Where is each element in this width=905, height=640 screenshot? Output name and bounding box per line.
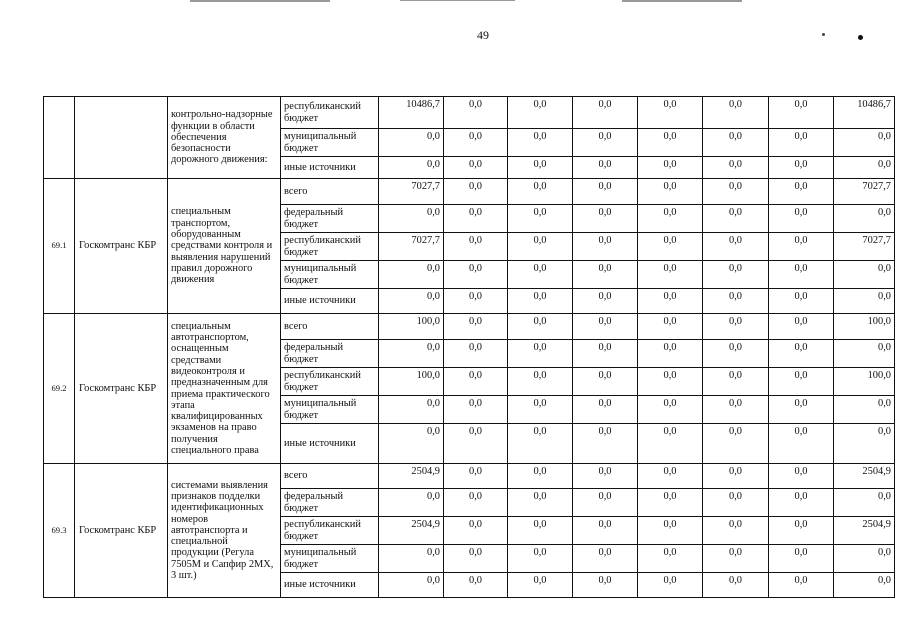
funding-source: муниципальный бюджет	[281, 545, 379, 573]
amount-cell: 100,0	[834, 314, 895, 340]
amount-cell: 0,0	[508, 289, 573, 314]
amount-cell: 0,0	[834, 573, 895, 598]
amount-cell: 0,0	[573, 489, 638, 517]
amount-cell: 0,0	[638, 368, 703, 396]
amount-cell: 0,0	[444, 97, 508, 129]
table-row	[44, 179, 895, 205]
amount-cell: 0,0	[638, 261, 703, 289]
amount-cell: 0,0	[769, 157, 834, 179]
amount-cell: 0,0	[379, 545, 444, 573]
amount-cell: 0,0	[703, 314, 769, 340]
amount-cell: 0,0	[573, 340, 638, 368]
amount-cell: 0,0	[573, 289, 638, 314]
scan-artifact	[190, 0, 330, 2]
amount-cell: 7027,7	[834, 179, 895, 205]
amount-cell: 2504,9	[834, 464, 895, 489]
amount-cell: 0,0	[508, 129, 573, 157]
amount-cell: 100,0	[379, 314, 444, 340]
amount-cell: 0,0	[703, 179, 769, 205]
amount-cell: 0,0	[508, 314, 573, 340]
funding-source: республиканский бюджет	[281, 97, 379, 129]
amount-cell: 0,0	[379, 157, 444, 179]
funding-source: муниципальный бюджет	[281, 396, 379, 424]
funding-source: муниципальный бюджет	[281, 261, 379, 289]
item-description: специальным автотранспортом, оснащенным средствами видеоконтроля и предназначенным для приема практического этапа квалифицированных экзаменов на право получения специального права	[168, 314, 281, 464]
amount-cell: 0,0	[769, 340, 834, 368]
amount-cell: 0,0	[508, 157, 573, 179]
item-number: 69.1	[44, 179, 75, 314]
amount-cell: 0,0	[703, 424, 769, 464]
amount-cell: 0,0	[638, 179, 703, 205]
amount-cell: 2504,9	[379, 517, 444, 545]
amount-cell: 0,0	[834, 489, 895, 517]
executor-name: Госкомтранс КБР	[75, 179, 168, 314]
amount-cell: 0,0	[638, 489, 703, 517]
amount-cell: 0,0	[638, 233, 703, 261]
amount-cell: 0,0	[573, 517, 638, 545]
amount-cell: 0,0	[444, 545, 508, 573]
amount-cell: 7027,7	[379, 233, 444, 261]
amount-cell: 0,0	[573, 97, 638, 129]
table-row	[44, 464, 895, 489]
amount-cell: 0,0	[638, 314, 703, 340]
amount-cell: 0,0	[703, 340, 769, 368]
funding-source: иные источники	[281, 573, 379, 598]
amount-cell: 0,0	[834, 289, 895, 314]
amount-cell: 0,0	[769, 205, 834, 233]
table-row	[44, 97, 895, 129]
amount-cell: 0,0	[508, 545, 573, 573]
amount-cell: 0,0	[834, 424, 895, 464]
amount-cell: 0,0	[508, 97, 573, 129]
amount-cell: 0,0	[769, 368, 834, 396]
amount-cell: 0,0	[573, 396, 638, 424]
amount-cell: 0,0	[444, 129, 508, 157]
amount-cell: 0,0	[638, 129, 703, 157]
amount-cell: 0,0	[573, 179, 638, 205]
amount-cell: 100,0	[379, 368, 444, 396]
amount-cell: 7027,7	[834, 233, 895, 261]
amount-cell: 0,0	[379, 424, 444, 464]
amount-cell: 100,0	[834, 368, 895, 396]
funding-source: всего	[281, 179, 379, 205]
amount-cell: 0,0	[444, 396, 508, 424]
amount-cell: 0,0	[444, 517, 508, 545]
amount-cell: 0,0	[834, 396, 895, 424]
amount-cell: 0,0	[379, 261, 444, 289]
amount-cell: 0,0	[638, 289, 703, 314]
amount-cell: 0,0	[379, 573, 444, 598]
amount-cell: 0,0	[638, 157, 703, 179]
amount-cell: 0,0	[444, 314, 508, 340]
amount-cell: 0,0	[508, 517, 573, 545]
executor-name	[75, 97, 168, 179]
amount-cell: 0,0	[573, 545, 638, 573]
amount-cell: 0,0	[379, 205, 444, 233]
amount-cell: 0,0	[834, 205, 895, 233]
amount-cell: 0,0	[834, 340, 895, 368]
amount-cell: 0,0	[573, 233, 638, 261]
scan-artifact	[400, 0, 515, 1]
executor-name: Госкомтранс КБР	[75, 464, 168, 598]
funding-source: республиканский бюджет	[281, 233, 379, 261]
amount-cell: 0,0	[444, 289, 508, 314]
amount-cell: 0,0	[703, 368, 769, 396]
amount-cell: 0,0	[769, 233, 834, 261]
amount-cell: 2504,9	[834, 517, 895, 545]
amount-cell: 0,0	[703, 396, 769, 424]
item-description: контрольно-надзорные функции в области обеспечения безопасности дорожного движения:	[168, 97, 281, 179]
amount-cell: 0,0	[573, 368, 638, 396]
amount-cell: 0,0	[638, 464, 703, 489]
amount-cell: 10486,7	[834, 97, 895, 129]
amount-cell: 0,0	[703, 573, 769, 598]
amount-cell: 0,0	[508, 261, 573, 289]
amount-cell: 0,0	[638, 396, 703, 424]
scan-mark	[858, 35, 863, 40]
amount-cell: 0,0	[379, 340, 444, 368]
amount-cell: 0,0	[508, 464, 573, 489]
amount-cell: 10486,7	[379, 97, 444, 129]
amount-cell: 0,0	[638, 205, 703, 233]
item-number: 69.3	[44, 464, 75, 598]
amount-cell: 0,0	[834, 157, 895, 179]
amount-cell: 0,0	[444, 340, 508, 368]
amount-cell: 0,0	[573, 129, 638, 157]
amount-cell: 0,0	[508, 424, 573, 464]
funding-source: иные источники	[281, 157, 379, 179]
funding-source: всего	[281, 314, 379, 340]
funding-source: муниципальный бюджет	[281, 129, 379, 157]
amount-cell: 0,0	[834, 261, 895, 289]
amount-cell: 0,0	[444, 157, 508, 179]
amount-cell: 0,0	[769, 129, 834, 157]
amount-cell: 0,0	[769, 314, 834, 340]
amount-cell: 0,0	[508, 233, 573, 261]
amount-cell: 0,0	[638, 545, 703, 573]
amount-cell: 0,0	[508, 179, 573, 205]
amount-cell: 0,0	[769, 573, 834, 598]
amount-cell: 0,0	[769, 517, 834, 545]
amount-cell: 0,0	[703, 261, 769, 289]
funding-source: республиканский бюджет	[281, 517, 379, 545]
amount-cell: 0,0	[379, 129, 444, 157]
item-description: специальным транспортом, оборудованным средствами контроля и выявления нарушений правил дорожного движения	[168, 179, 281, 314]
amount-cell: 7027,7	[379, 179, 444, 205]
scan-artifact	[622, 0, 742, 2]
amount-cell: 0,0	[769, 97, 834, 129]
funding-source: иные источники	[281, 424, 379, 464]
amount-cell: 0,0	[508, 489, 573, 517]
amount-cell: 0,0	[638, 517, 703, 545]
amount-cell: 0,0	[703, 489, 769, 517]
amount-cell: 0,0	[444, 368, 508, 396]
amount-cell: 0,0	[638, 573, 703, 598]
amount-cell: 0,0	[379, 489, 444, 517]
amount-cell: 0,0	[573, 157, 638, 179]
amount-cell: 0,0	[444, 233, 508, 261]
amount-cell: 0,0	[769, 179, 834, 205]
amount-cell: 0,0	[703, 205, 769, 233]
amount-cell: 0,0	[508, 396, 573, 424]
amount-cell: 0,0	[769, 464, 834, 489]
table-row	[44, 314, 895, 340]
amount-cell: 0,0	[769, 489, 834, 517]
amount-cell: 0,0	[444, 179, 508, 205]
amount-cell: 0,0	[573, 573, 638, 598]
amount-cell: 0,0	[508, 340, 573, 368]
amount-cell: 0,0	[638, 424, 703, 464]
amount-cell: 0,0	[444, 464, 508, 489]
amount-cell: 0,0	[834, 129, 895, 157]
executor-name: Госкомтранс КБР	[75, 314, 168, 464]
amount-cell: 0,0	[703, 464, 769, 489]
amount-cell: 0,0	[573, 424, 638, 464]
amount-cell: 0,0	[444, 573, 508, 598]
amount-cell: 0,0	[703, 545, 769, 573]
amount-cell: 0,0	[638, 97, 703, 129]
funding-source: республиканский бюджет	[281, 368, 379, 396]
amount-cell: 0,0	[703, 157, 769, 179]
budget-table	[43, 96, 895, 598]
funding-source: федеральный бюджет	[281, 489, 379, 517]
amount-cell: 0,0	[379, 289, 444, 314]
amount-cell: 0,0	[769, 261, 834, 289]
amount-cell: 0,0	[703, 233, 769, 261]
amount-cell: 2504,9	[379, 464, 444, 489]
item-number: 69.2	[44, 314, 75, 464]
amount-cell: 0,0	[638, 340, 703, 368]
funding-source: федеральный бюджет	[281, 340, 379, 368]
amount-cell: 0,0	[508, 573, 573, 598]
amount-cell: 0,0	[573, 314, 638, 340]
amount-cell: 0,0	[703, 289, 769, 314]
amount-cell: 0,0	[769, 545, 834, 573]
funding-source: федеральный бюджет	[281, 205, 379, 233]
page-number: 49	[477, 28, 489, 42]
amount-cell: 0,0	[444, 489, 508, 517]
amount-cell: 0,0	[703, 97, 769, 129]
amount-cell: 0,0	[769, 289, 834, 314]
item-description: системами выявления признаков подделки идентификационных номеров автотранспорта и специальной продукции (Регула 7505М и Сапфир 2МХ, 3 шт.)	[168, 464, 281, 598]
amount-cell: 0,0	[834, 545, 895, 573]
amount-cell: 0,0	[703, 517, 769, 545]
scan-mark	[822, 33, 825, 36]
amount-cell: 0,0	[444, 205, 508, 233]
amount-cell: 0,0	[379, 396, 444, 424]
amount-cell: 0,0	[573, 261, 638, 289]
amount-cell: 0,0	[573, 464, 638, 489]
amount-cell: 0,0	[444, 261, 508, 289]
amount-cell: 0,0	[703, 129, 769, 157]
amount-cell: 0,0	[508, 368, 573, 396]
funding-source: иные источники	[281, 289, 379, 314]
amount-cell: 0,0	[573, 205, 638, 233]
amount-cell: 0,0	[508, 205, 573, 233]
amount-cell: 0,0	[769, 396, 834, 424]
amount-cell: 0,0	[769, 424, 834, 464]
funding-source: всего	[281, 464, 379, 489]
item-number	[44, 97, 75, 179]
amount-cell: 0,0	[444, 424, 508, 464]
